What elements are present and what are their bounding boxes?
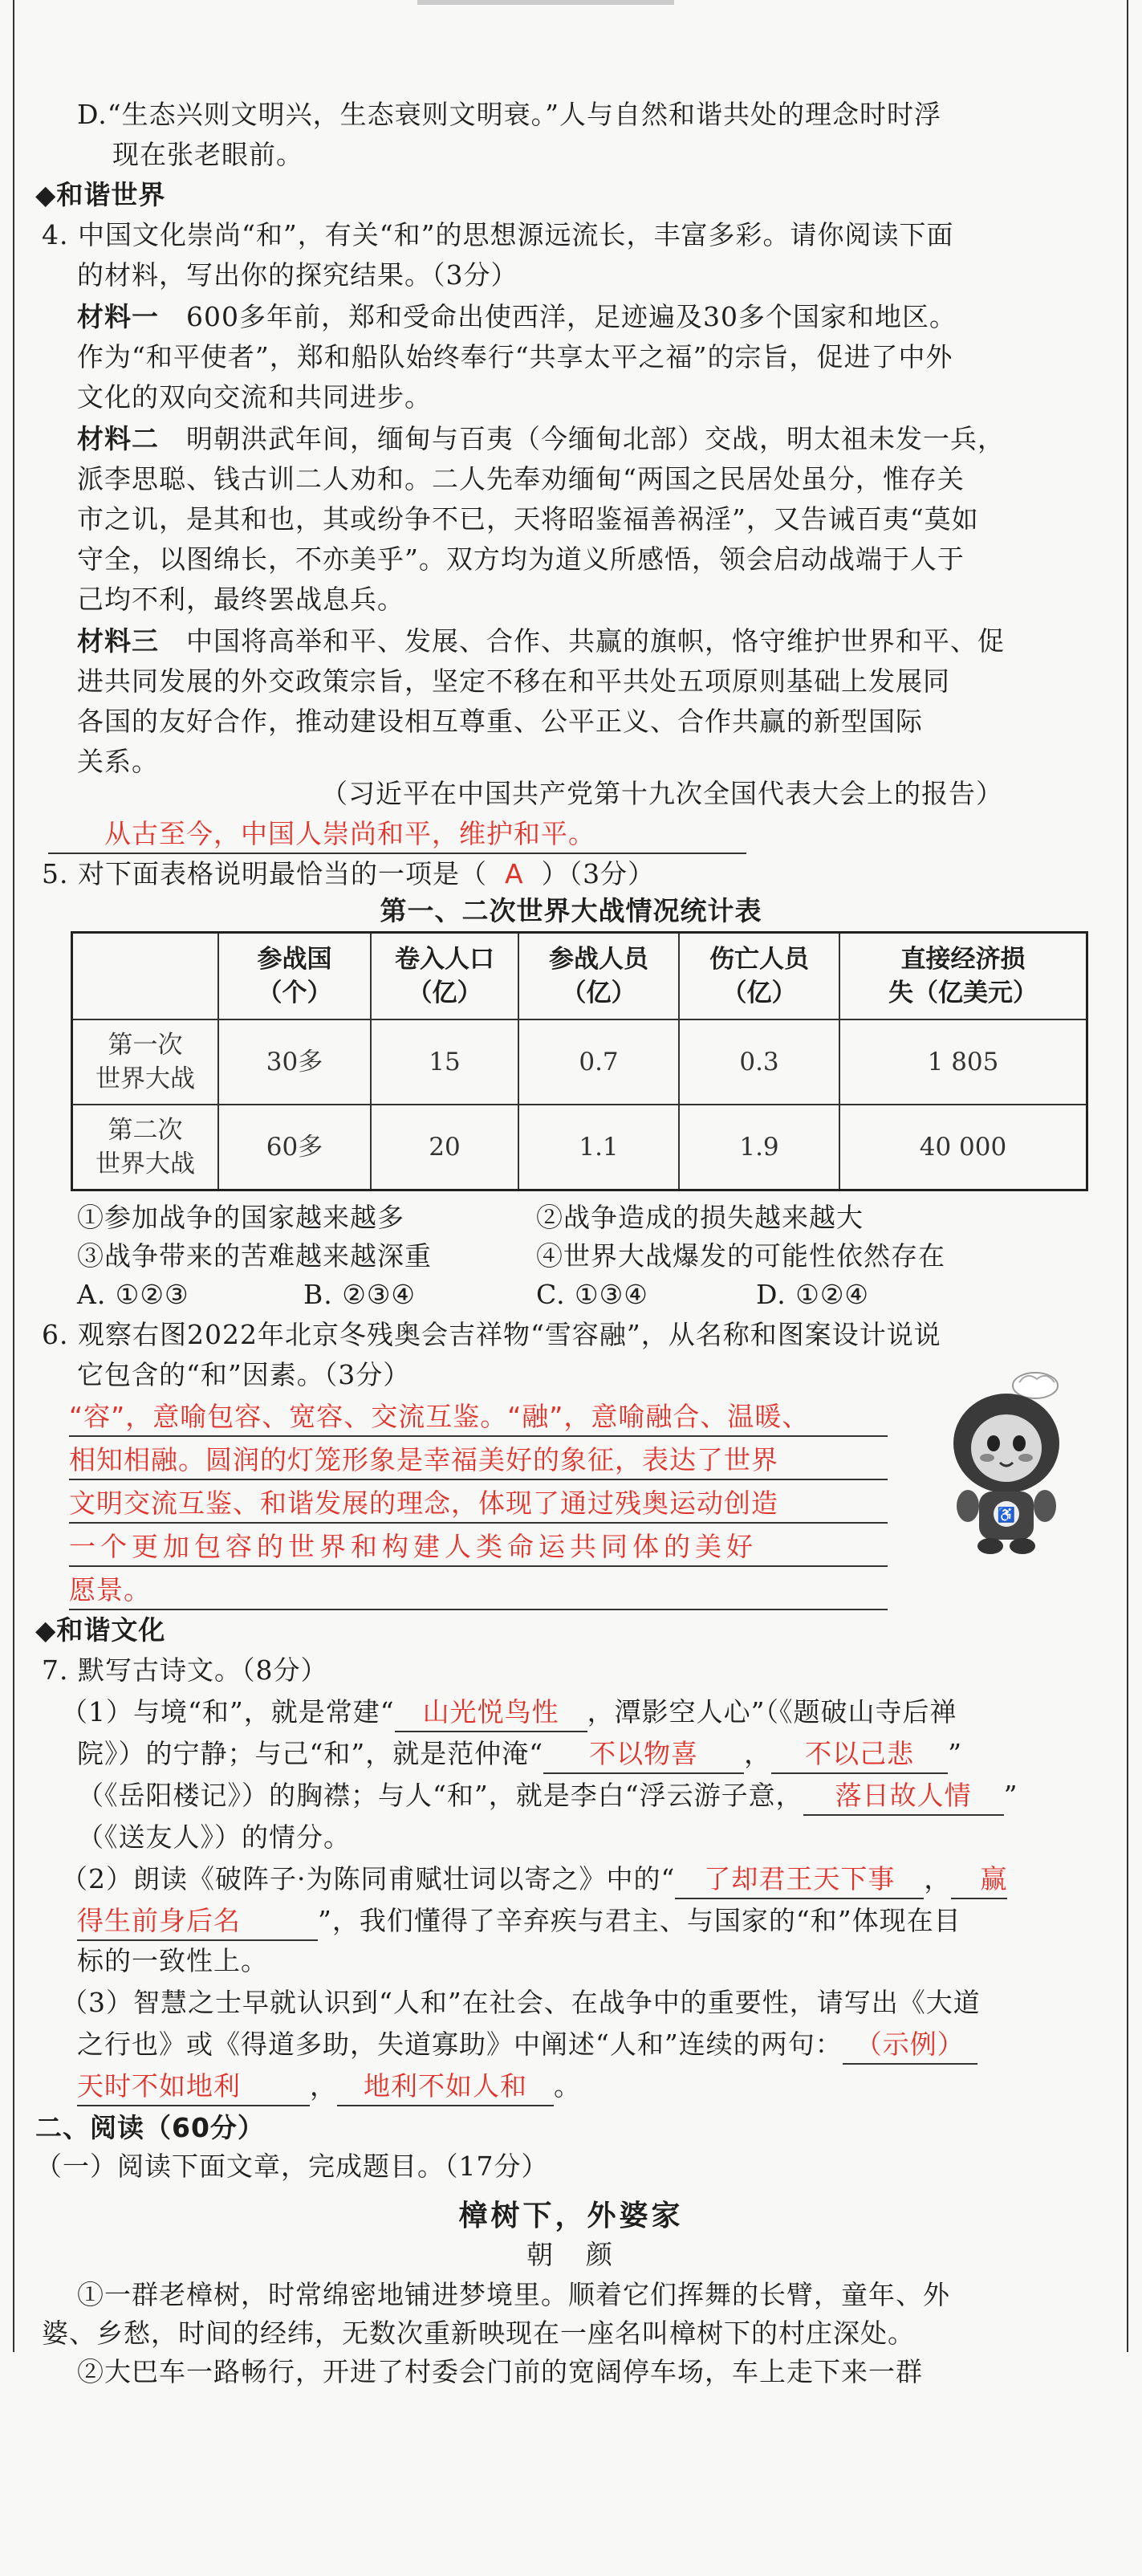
material1-label: 材料一 <box>77 301 159 332</box>
option-d-line1: D.“生态兴则文明兴，生态衰则文明衰。”人与自然和谐共处的理念时时浮 <box>77 99 942 130</box>
q5-option-d: D. ①②④ <box>756 1279 870 1310</box>
q7-p2-text: （2）朗读《破阵子·为陈同甫赋壮词以寄之》中的“ <box>61 1863 676 1894</box>
article-paragraph1-line2: 婆、乡愁，时间的经纬，无数次重新映现在一座名叫樟树下的村庄深处。 <box>42 2318 915 2349</box>
top-scan-edge <box>417 0 674 5</box>
material3-text: 中国将高举和平、发展、合作、共赢的旗帜，恪守维护世界和平、促 <box>186 625 1005 657</box>
q7-p3-answer1: 天时不如地利 <box>77 2070 241 2102</box>
q7-p1-blank2 <box>543 1736 744 1774</box>
q7-p2-text: ， <box>924 1863 952 1894</box>
table-row-head: 第二次 世界大战 <box>72 1105 219 1190</box>
q5-answer: A <box>504 858 524 889</box>
q7-p3-blank1 <box>77 2068 310 2106</box>
q7-p1-line2 <box>77 1736 962 1774</box>
section-heading-harmony-world: ◆和谐世界 <box>35 179 166 210</box>
q7-p1-line3 <box>77 1777 1018 1816</box>
q7-p3-text: 之行也》或《得道多助，失道寡助》中阐述“人和”连续的两句： <box>77 2029 843 2060</box>
q6-answer-line4: 一个更加包容的世界和构建人类命运共同体的美好 <box>69 1528 888 1567</box>
q4-material1-line3: 文化的双向交流和共同进步。 <box>77 381 432 413</box>
q7-p1-text: （《岳阳楼记》）的胸襟；与人“和”，就是李白“浮云游子意， <box>77 1780 803 1811</box>
q7-p3-blank-example <box>843 2026 977 2065</box>
table-header-cell: 参战国 （个） <box>218 933 371 1020</box>
q4-material3-line1 <box>77 623 1005 660</box>
article-paragraph1-line1: ①一群老樟树，时常绵密地铺进梦境里。顺着它们挥舞的长臂，童年、外 <box>77 2279 950 2310</box>
table-cell: 0.7 <box>518 1019 679 1105</box>
q4-material2-line1 <box>77 421 1005 458</box>
q4-material3-line3: 各国的友好合作，推动建设相互尊重、公平正义、合作共赢的新型国际 <box>77 706 923 737</box>
table-header-cell: 参战人员 （亿） <box>518 933 679 1020</box>
table-row <box>72 1019 1087 1105</box>
table-header-row <box>72 933 1087 1020</box>
q7-p1-text: 院》）的宁静；与己“和”，就是范仲淹“ <box>77 1738 544 1769</box>
q5-option-c: C. ①③④ <box>536 1279 648 1310</box>
q6-answer-line5: 愿景。 <box>69 1572 888 1610</box>
q7-stem: 7. 默写古诗文。（8分） <box>42 1654 328 1686</box>
section-heading-harmony-culture: ◆和谐文化 <box>35 1614 166 1646</box>
q4-material2-line5: 己均不利，最终罢战息兵。 <box>77 584 404 615</box>
q4-material1-line1 <box>77 299 957 336</box>
left-margin-line <box>13 0 14 2352</box>
q4-material2-line2: 派李思聪、钱古训二人劝和。二人先奉劝缅甸“两国之民居处虽分，惟存关 <box>77 463 965 494</box>
q4-stem-line2: 的材料，写出你的探究结果。（3分） <box>77 259 518 291</box>
material2-text: 明朝洪武年间，缅甸与百夷（今缅甸北部）交战，明太祖未发一兵， <box>186 423 1005 454</box>
table-header-cell <box>72 933 219 1020</box>
q7-p1-text: ” <box>1003 1780 1018 1811</box>
table-cell: 40 000 <box>839 1105 1087 1190</box>
q6-stem-line1: 6. 观察右图2022年北京冬残奥会吉祥物“雪容融”，从名称和图案设计说说 <box>42 1319 941 1350</box>
war-statistics-table <box>71 931 1088 1191</box>
table-row <box>72 1105 1087 1190</box>
article-title: 樟树下，外婆家 <box>458 2200 684 2232</box>
q5-stem-post: ）（3分） <box>541 858 656 889</box>
q6-answer-line2: 相知相融。圆润的灯笼形象是幸福美好的象征，表达了世界 <box>69 1442 888 1480</box>
reading-subsection-heading: （一）阅读下面文章，完成题目。（17分） <box>35 2151 549 2182</box>
q7-p1-text: （1）与境“和”，就是常建“ <box>61 1696 395 1728</box>
q5-option-a: A. ①②③ <box>77 1279 189 1310</box>
table-row-head: 第一次 世界大战 <box>72 1019 219 1105</box>
q5-statement-3: ③战争带来的苦难越来越深重 <box>77 1240 432 1272</box>
article-author: 朝 颜 <box>526 2239 616 2270</box>
q7-p1-text: ” <box>948 1738 962 1769</box>
q7-p1-answer1: 山光悦鸟性 <box>422 1696 559 1728</box>
q7-p3-line2 <box>77 2026 977 2065</box>
q7-p2-blank2-start <box>951 1861 1007 1899</box>
option-d-line2: 现在张老眼前。 <box>112 139 303 170</box>
q7-p2-answer2-part1: 赢 <box>980 1863 1008 1894</box>
q6-answer-line3: 文明交流互鉴、和谐发展的理念，体现了通过残奥运动创造 <box>69 1485 888 1524</box>
q5-option-b: B. ②③④ <box>303 1279 416 1310</box>
table-cell: 1.9 <box>679 1105 839 1190</box>
table-cell: 15 <box>371 1019 518 1105</box>
q7-p2-answer2-part2: 得生前身后名 <box>77 1905 241 1936</box>
q7-p1-answer3: 不以己悲 <box>805 1738 915 1769</box>
q7-p1-line1 <box>61 1694 957 1732</box>
q4-answer-line <box>48 816 746 854</box>
q7-p3-answer2: 地利不如人和 <box>364 2070 527 2102</box>
q7-p3-line3 <box>77 2068 581 2106</box>
table-header-cell: 伤亡人员 （亿） <box>679 933 839 1020</box>
right-margin-line <box>1127 0 1128 2352</box>
q7-p1-line4: （《送友人》）的情分。 <box>77 1821 351 1853</box>
q7-p1-answer4: 落日故人情 <box>835 1780 972 1811</box>
table-cell: 20 <box>371 1105 518 1190</box>
q5-statement-4: ④世界大战爆发的可能性依然存在 <box>536 1240 945 1272</box>
table-cell: 30多 <box>218 1019 371 1105</box>
q4-material1-line2: 作为“和平使者”，郑和船队始终奉行“共享太平之福”的宗旨，促进了中外 <box>77 341 953 372</box>
q5-table-title: 第一、二次世界大战情况统计表 <box>380 895 762 926</box>
q7-p2-text: ”，我们懂得了辛弃疾与君主、与国家的“和”体现在目 <box>318 1905 961 1936</box>
q4-material3-line2: 进共同发展的外交政策宗旨，坚定不移在和平共处五项原则基础上发展同 <box>77 665 950 697</box>
q4-stem-line1: 4. 中国文化崇尚“和”，有关“和”的思想源远流长，丰富多彩。请你阅读下面 <box>42 219 954 250</box>
material2-label: 材料二 <box>77 423 159 454</box>
q7-p2-blank2-end <box>77 1902 318 1941</box>
q7-p3-line1: （3）智慧之士早就认识到“人和”在社会、在战争中的重要性，请写出《大道 <box>61 1987 981 2018</box>
table-cell: 1 805 <box>839 1019 1087 1105</box>
material3-label: 材料三 <box>77 625 159 657</box>
q7-p3-text: 。 <box>554 2070 581 2102</box>
q7-p1-text: ， <box>744 1738 772 1769</box>
material1-text: 600多年前，郑和受命出使西洋，足迹遍及30多个国家和地区。 <box>186 301 957 332</box>
q6-answer-line1: “容”，意喻包容、宽容、交流互鉴。“融”，意喻融合、温暖、 <box>69 1398 888 1437</box>
table-cell: 60多 <box>218 1105 371 1190</box>
q7-p2-line3: 标的一致性上。 <box>77 1945 268 1976</box>
q7-p3-blank2 <box>337 2068 554 2106</box>
table-header-cell: 卷入人口 （亿） <box>371 933 518 1020</box>
q4-material3-line4: 关系。 <box>77 746 159 777</box>
article-paragraph2-line1: ②大巴车一路畅行，开进了村委会门前的宽阔停车场，车上走下来一群 <box>77 2356 923 2387</box>
table-cell: 1.1 <box>518 1105 679 1190</box>
q7-p1-text: ，潭影空人心”（《题破山寺后禅 <box>587 1696 957 1728</box>
q7-p3-text: ， <box>310 2070 337 2102</box>
q7-p1-answer2: 不以物喜 <box>589 1738 699 1769</box>
table-header-cell: 直接经济损 失（亿美元） <box>839 933 1087 1020</box>
q7-p2-line2 <box>77 1902 961 1941</box>
q5-stem <box>42 856 655 893</box>
q6-stem-line2: 它包含的“和”因素。（3分） <box>77 1359 411 1390</box>
q4-material2-line3: 市之讥，是其和也，其或纷争不已，天将昭鉴福善祸淫”，又告诫百夷“莫如 <box>77 503 979 535</box>
q4-material3-source: （习近平在中国共产党第十九次全国代表大会上的报告） <box>321 778 1003 809</box>
q7-p3-example-label: （示例） <box>855 2029 965 2060</box>
q5-statement-1: ①参加战争的国家越来越多 <box>77 1202 404 1233</box>
svg-text:♿: ♿ <box>997 1507 1016 1524</box>
q5-statement-2: ②战争造成的损失越来越大 <box>536 1202 864 1233</box>
table-cell: 0.3 <box>679 1019 839 1105</box>
q4-material2-line4: 守全，以图绵长，不亦美乎”。双方均为道义所感悟，领会启动战端于人于 <box>77 543 965 575</box>
mascot-xue-rong-rong-image <box>939 1365 1083 1557</box>
q7-p2-blank1 <box>675 1861 924 1899</box>
q7-p2-line1 <box>61 1861 1007 1899</box>
q7-p2-answer1: 了却君王天下事 <box>704 1863 896 1894</box>
q4-answer: 从古至今，中国人崇尚和平，维护和平。 <box>104 818 595 849</box>
q7-p1-blank3 <box>771 1736 948 1774</box>
reading-section-heading: 二、阅读（60分） <box>35 2112 265 2143</box>
q5-stem-pre: 5. 对下面表格说明最恰当的一项是（ <box>42 858 487 889</box>
q7-p1-blank4 <box>803 1777 1004 1816</box>
q7-p1-blank1 <box>395 1694 587 1732</box>
